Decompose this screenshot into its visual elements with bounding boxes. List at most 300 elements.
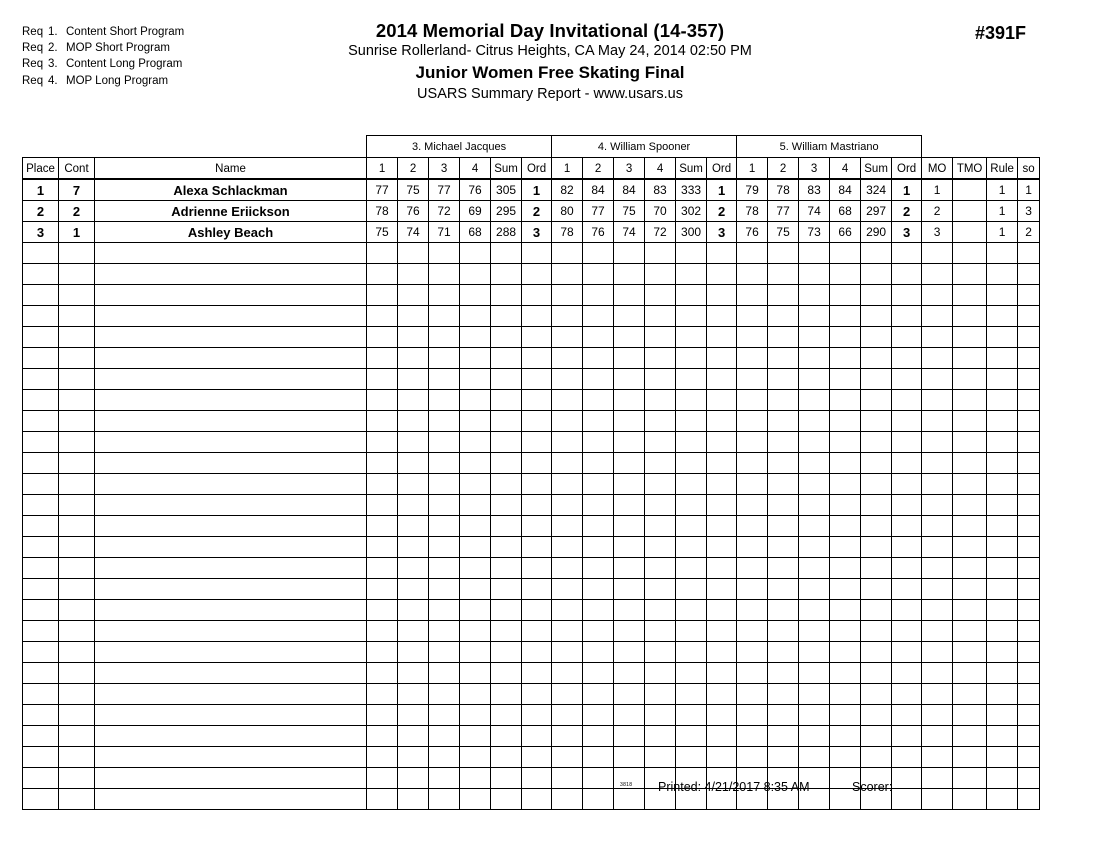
cell-judge5-sum-empty bbox=[861, 348, 892, 369]
cell-judge5-score-empty bbox=[830, 495, 861, 516]
col-header-j4-sum: Sum bbox=[676, 158, 707, 180]
cell-judge5-score-empty bbox=[768, 579, 799, 600]
cell-so-empty bbox=[1018, 621, 1040, 642]
col-header-j3-req3: 3 bbox=[429, 158, 460, 180]
cell-judge5-score-empty bbox=[799, 390, 830, 411]
cell-judge3-score-empty bbox=[460, 537, 491, 558]
cell-rule-empty bbox=[987, 432, 1018, 453]
cell-judge5-score-empty bbox=[830, 642, 861, 663]
cell-judge4-score-empty bbox=[645, 411, 676, 432]
table-row-empty[interactable] bbox=[23, 684, 1040, 705]
cell-mo-empty bbox=[922, 495, 953, 516]
cell-name-empty bbox=[95, 474, 367, 495]
results-table bbox=[22, 135, 1040, 810]
cell-judge5-score-empty bbox=[768, 600, 799, 621]
cell-judge3-s2: 74 bbox=[398, 222, 429, 243]
cell-judge3-score-empty bbox=[460, 411, 491, 432]
cell-judge5-score-empty bbox=[799, 285, 830, 306]
cell-judge3-score-empty bbox=[429, 516, 460, 537]
cell-judge5-ord-empty bbox=[892, 264, 922, 285]
cell-judge5-score-empty bbox=[768, 705, 799, 726]
cell-so: 2 bbox=[1018, 222, 1040, 243]
cell-judge5-sum-empty bbox=[861, 726, 892, 747]
table-row-empty[interactable] bbox=[23, 579, 1040, 600]
cell-judge5-score-empty bbox=[799, 306, 830, 327]
cell-judge5-sum-empty bbox=[861, 264, 892, 285]
cell-judge4-sum-empty bbox=[676, 600, 707, 621]
cell-judge4-ord-empty bbox=[707, 495, 737, 516]
requirement-tag: Req bbox=[22, 26, 44, 38]
cell-judge3-sum-empty bbox=[491, 495, 522, 516]
cell-tmo-empty bbox=[953, 474, 987, 495]
cell-judge5-score-empty bbox=[830, 243, 861, 264]
cell-mo-empty bbox=[922, 558, 953, 579]
cell-judge3-ord: 1 bbox=[522, 180, 552, 201]
cell-place-empty bbox=[23, 432, 59, 453]
cell-mo-empty bbox=[922, 264, 953, 285]
cell-judge4-score-empty bbox=[645, 306, 676, 327]
cell-judge3-ord-empty bbox=[522, 243, 552, 264]
cell-judge4-s3: 75 bbox=[614, 201, 645, 222]
cell-name-empty bbox=[95, 453, 367, 474]
cell-judge3-score-empty bbox=[429, 621, 460, 642]
cell-judge5-sum-empty bbox=[861, 474, 892, 495]
cell-judge3-sum-empty bbox=[491, 705, 522, 726]
requirement-tag: Req bbox=[22, 74, 44, 87]
cell-judge5-score-empty bbox=[737, 600, 768, 621]
cell-judge3-score-empty bbox=[367, 705, 398, 726]
cell-so-empty bbox=[1018, 243, 1040, 264]
table-row-empty[interactable] bbox=[23, 600, 1040, 621]
cell-judge5-ord-empty bbox=[892, 747, 922, 768]
cell-judge3-score-empty bbox=[367, 453, 398, 474]
cell-judge4-ord-empty bbox=[707, 285, 737, 306]
cell-judge4-score-empty bbox=[583, 243, 614, 264]
cell-judge5-score-empty bbox=[830, 348, 861, 369]
cell-judge4-score-empty bbox=[614, 453, 645, 474]
cell-judge4-sum: 302 bbox=[676, 201, 707, 222]
cell-judge4-ord-empty bbox=[707, 390, 737, 411]
cell-judge5-score-empty bbox=[768, 495, 799, 516]
cell-judge3-score-empty bbox=[429, 369, 460, 390]
cell-judge3-sum-empty bbox=[491, 600, 522, 621]
cell-judge3-sum-empty bbox=[491, 348, 522, 369]
cell-judge3-score-empty bbox=[429, 663, 460, 684]
cell-judge5-sum-empty bbox=[861, 453, 892, 474]
cell-judge3-ord-empty bbox=[522, 705, 552, 726]
cell-judge4-score-empty bbox=[583, 579, 614, 600]
cell-judge5-score-empty bbox=[799, 474, 830, 495]
cell-judge3-score-empty bbox=[367, 474, 398, 495]
table-row-empty[interactable] bbox=[23, 516, 1040, 537]
cell-so-empty bbox=[1018, 558, 1040, 579]
cell-judge3-score-empty bbox=[398, 621, 429, 642]
cell-so-empty bbox=[1018, 264, 1040, 285]
cell-judge3-score-empty bbox=[429, 579, 460, 600]
footer-printed-timestamp: Printed: 4/21/2017 8:35 AM bbox=[658, 780, 810, 794]
cell-judge4-score-empty bbox=[645, 264, 676, 285]
cell-judge5-s4: 84 bbox=[830, 180, 861, 201]
cell-judge4-score-empty bbox=[552, 642, 583, 663]
cell-judge3-s2: 75 bbox=[398, 180, 429, 201]
table-row[interactable] bbox=[23, 222, 1040, 243]
cell-judge3-score-empty bbox=[367, 558, 398, 579]
cell-judge3-score-empty bbox=[367, 642, 398, 663]
requirement-line bbox=[22, 24, 184, 40]
cell-judge5-sum-empty bbox=[861, 432, 892, 453]
table-row-empty[interactable] bbox=[23, 243, 1040, 264]
cell-judge3-ord-empty bbox=[522, 369, 552, 390]
cell-judge5-score-empty bbox=[799, 516, 830, 537]
cell-place-empty bbox=[23, 537, 59, 558]
cell-judge5-score-empty bbox=[768, 726, 799, 747]
table-row-empty[interactable] bbox=[23, 432, 1040, 453]
cell-judge4-s2: 76 bbox=[583, 222, 614, 243]
cell-judge5-sum-empty bbox=[861, 705, 892, 726]
cell-judge3-score-empty bbox=[460, 747, 491, 768]
cell-place-empty bbox=[23, 306, 59, 327]
cell-name-empty bbox=[95, 642, 367, 663]
cell-judge3-ord-empty bbox=[522, 579, 552, 600]
cell-judge5-score-empty bbox=[830, 726, 861, 747]
table-row[interactable] bbox=[23, 180, 1040, 201]
cell-judge5-ord-empty bbox=[892, 684, 922, 705]
cell-judge4-ord-empty bbox=[707, 705, 737, 726]
cell-judge4-score-empty bbox=[583, 327, 614, 348]
cell-judge3-sum: 305 bbox=[491, 180, 522, 201]
cell-so-empty bbox=[1018, 705, 1040, 726]
cell-judge3-s3: 71 bbox=[429, 222, 460, 243]
table-row-empty[interactable] bbox=[23, 621, 1040, 642]
cell-judge5-score-empty bbox=[768, 432, 799, 453]
cell-judge3-score-empty bbox=[460, 453, 491, 474]
cell-rule-empty bbox=[987, 327, 1018, 348]
cell-place-empty bbox=[23, 684, 59, 705]
cell-judge3-sum-empty bbox=[491, 516, 522, 537]
table-row-empty[interactable] bbox=[23, 327, 1040, 348]
cell-judge4-score-empty bbox=[645, 243, 676, 264]
cell-judge5-sum: 324 bbox=[861, 180, 892, 201]
col-header-j3-ord: Ord bbox=[522, 158, 552, 180]
cell-judge5-sum-empty bbox=[861, 495, 892, 516]
cell-tmo bbox=[953, 222, 987, 243]
table-row-empty[interactable] bbox=[23, 369, 1040, 390]
cell-judge3-sum-empty bbox=[491, 726, 522, 747]
cell-judge4-score-empty bbox=[614, 474, 645, 495]
cell-judge3-sum-empty bbox=[491, 684, 522, 705]
judge-band-3: 5. William Mastriano bbox=[737, 136, 922, 158]
cell-judge5-score-empty bbox=[799, 558, 830, 579]
table-row-empty[interactable] bbox=[23, 285, 1040, 306]
table-row-empty[interactable] bbox=[23, 264, 1040, 285]
cell-judge3-score-empty bbox=[398, 558, 429, 579]
cell-judge3-ord-empty bbox=[522, 411, 552, 432]
cell-name-empty bbox=[95, 306, 367, 327]
cell-judge3-score-empty bbox=[398, 390, 429, 411]
cell-judge5-score-empty bbox=[799, 663, 830, 684]
cell-mo-empty bbox=[922, 537, 953, 558]
cell-mo: 3 bbox=[922, 222, 953, 243]
cell-judge3-sum-empty bbox=[491, 621, 522, 642]
cell-cont-empty bbox=[59, 705, 95, 726]
cell-judge5-score-empty bbox=[737, 432, 768, 453]
judge-band-row bbox=[23, 136, 1040, 158]
cell-judge5-score-empty bbox=[768, 642, 799, 663]
cell-cont-empty bbox=[59, 642, 95, 663]
cell-judge4-sum-empty bbox=[676, 411, 707, 432]
table-row-empty[interactable] bbox=[23, 537, 1040, 558]
table-row[interactable] bbox=[23, 201, 1040, 222]
cell-judge5-sum-empty bbox=[861, 390, 892, 411]
cell-judge5-score-empty bbox=[737, 243, 768, 264]
col-header-j5-req1: 1 bbox=[737, 158, 768, 180]
cell-judge5-sum-empty bbox=[861, 369, 892, 390]
cell-judge5-sum-empty bbox=[861, 684, 892, 705]
cell-judge5-ord-empty bbox=[892, 663, 922, 684]
cell-mo-empty bbox=[922, 453, 953, 474]
cell-judge3-score-empty bbox=[460, 285, 491, 306]
cell-mo-empty bbox=[922, 306, 953, 327]
cell-judge3-score-empty bbox=[429, 243, 460, 264]
cell-judge5-score-empty bbox=[799, 726, 830, 747]
cell-so-empty bbox=[1018, 495, 1040, 516]
cell-judge4-score-empty bbox=[614, 411, 645, 432]
cell-rule-empty bbox=[987, 579, 1018, 600]
cell-judge3-score-empty bbox=[398, 747, 429, 768]
cell-judge3-score-empty bbox=[429, 348, 460, 369]
footer-scorer-label: Scorer: bbox=[852, 780, 893, 794]
cell-judge4-ord-empty bbox=[707, 306, 737, 327]
cell-judge5-s1: 76 bbox=[737, 222, 768, 243]
cell-tmo-empty bbox=[953, 537, 987, 558]
cell-judge3-ord-empty bbox=[522, 495, 552, 516]
cell-rule-empty bbox=[987, 600, 1018, 621]
cell-judge4-ord-empty bbox=[707, 558, 737, 579]
cell-place-empty bbox=[23, 327, 59, 348]
sheet-footer bbox=[22, 782, 1035, 802]
requirement-line bbox=[22, 73, 184, 89]
cell-place-empty bbox=[23, 411, 59, 432]
cell-judge3-score-empty bbox=[460, 474, 491, 495]
cell-judge5-ord-empty bbox=[892, 390, 922, 411]
cell-judge4-score-empty bbox=[583, 453, 614, 474]
cell-place-empty bbox=[23, 243, 59, 264]
cell-rule-empty bbox=[987, 348, 1018, 369]
event-venue-line: Sunrise Rollerland- Citrus Heights, CA May 24, 2014 02:50 PM bbox=[348, 43, 752, 59]
band-spacer-right bbox=[922, 136, 1040, 158]
cell-judge5-ord: 1 bbox=[892, 180, 922, 201]
cell-judge5-score-empty bbox=[799, 684, 830, 705]
cell-place-empty bbox=[23, 621, 59, 642]
cell-judge4-sum-empty bbox=[676, 327, 707, 348]
col-header-j3-req1: 1 bbox=[367, 158, 398, 180]
cell-judge3-score-empty bbox=[398, 705, 429, 726]
cell-judge3-score-empty bbox=[460, 642, 491, 663]
table-row-empty[interactable] bbox=[23, 348, 1040, 369]
cell-judge4-sum-empty bbox=[676, 390, 707, 411]
cell-judge4-score-empty bbox=[614, 705, 645, 726]
cell-judge3-score-empty bbox=[367, 432, 398, 453]
cell-judge5-score-empty bbox=[737, 558, 768, 579]
cell-judge3-score-empty bbox=[460, 243, 491, 264]
cell-skater-name: Adrienne Eriickson bbox=[95, 201, 367, 222]
cell-name-empty bbox=[95, 684, 367, 705]
cell-judge3-ord-empty bbox=[522, 432, 552, 453]
cell-judge3-sum-empty bbox=[491, 306, 522, 327]
cell-judge5-s3: 83 bbox=[799, 180, 830, 201]
cell-judge3-score-empty bbox=[460, 390, 491, 411]
cell-judge4-sum-empty bbox=[676, 369, 707, 390]
cell-judge3-score-empty bbox=[398, 306, 429, 327]
cell-judge4-sum-empty bbox=[676, 474, 707, 495]
cell-so-empty bbox=[1018, 747, 1040, 768]
cell-judge5-score-empty bbox=[768, 264, 799, 285]
cell-judge4-s4: 72 bbox=[645, 222, 676, 243]
cell-judge4-score-empty bbox=[552, 579, 583, 600]
cell-judge4-score-empty bbox=[552, 684, 583, 705]
cell-rule-empty bbox=[987, 264, 1018, 285]
table-row-empty[interactable] bbox=[23, 705, 1040, 726]
requirement-label: Content Long Program bbox=[66, 58, 183, 71]
cell-rule-empty bbox=[987, 747, 1018, 768]
cell-judge3-score-empty bbox=[429, 747, 460, 768]
cell-judge4-score-empty bbox=[645, 726, 676, 747]
cell-judge5-ord-empty bbox=[892, 348, 922, 369]
col-header-so: so bbox=[1018, 158, 1040, 180]
col-header-rule: Rule bbox=[987, 158, 1018, 180]
cell-judge3-score-empty bbox=[398, 642, 429, 663]
cell-judge5-score-empty bbox=[830, 411, 861, 432]
cell-judge3-sum-empty bbox=[491, 285, 522, 306]
cell-judge3-ord-empty bbox=[522, 390, 552, 411]
cell-judge4-score-empty bbox=[552, 558, 583, 579]
cell-judge5-score-empty bbox=[737, 516, 768, 537]
cell-cont-empty bbox=[59, 621, 95, 642]
cell-tmo-empty bbox=[953, 516, 987, 537]
cell-place-empty bbox=[23, 390, 59, 411]
cell-judge3-ord: 2 bbox=[522, 201, 552, 222]
cell-judge3-ord-empty bbox=[522, 684, 552, 705]
cell-name-empty bbox=[95, 726, 367, 747]
cell-judge4-score-empty bbox=[645, 747, 676, 768]
cell-judge5-s1: 79 bbox=[737, 180, 768, 201]
cell-judge3-score-empty bbox=[398, 285, 429, 306]
cell-judge4-ord-empty bbox=[707, 453, 737, 474]
cell-judge3-score-empty bbox=[429, 453, 460, 474]
cell-judge4-score-empty bbox=[552, 264, 583, 285]
cell-rule-empty bbox=[987, 369, 1018, 390]
cell-tmo-empty bbox=[953, 663, 987, 684]
table-row-empty[interactable] bbox=[23, 642, 1040, 663]
cell-judge3-score-empty bbox=[367, 243, 398, 264]
cell-judge4-score-empty bbox=[614, 600, 645, 621]
cell-judge5-score-empty bbox=[830, 600, 861, 621]
cell-tmo-empty bbox=[953, 327, 987, 348]
cell-cont-empty bbox=[59, 432, 95, 453]
table-row-empty[interactable] bbox=[23, 495, 1040, 516]
cell-judge3-score-empty bbox=[460, 516, 491, 537]
table-row-empty[interactable] bbox=[23, 663, 1040, 684]
cell-judge4-score-empty bbox=[645, 516, 676, 537]
cell-mo-empty bbox=[922, 684, 953, 705]
cell-judge4-score-empty bbox=[645, 642, 676, 663]
cell-name-empty bbox=[95, 369, 367, 390]
cell-judge4-score-empty bbox=[645, 684, 676, 705]
cell-place-empty bbox=[23, 726, 59, 747]
table-row-empty[interactable] bbox=[23, 411, 1040, 432]
cell-judge4-score-empty bbox=[645, 495, 676, 516]
cell-judge4-score-empty bbox=[645, 579, 676, 600]
table-row-empty[interactable] bbox=[23, 453, 1040, 474]
cell-place: 2 bbox=[23, 201, 59, 222]
cell-judge5-score-empty bbox=[768, 285, 799, 306]
cell-judge3-score-empty bbox=[398, 516, 429, 537]
table-row-empty[interactable] bbox=[23, 390, 1040, 411]
cell-judge3-ord-empty bbox=[522, 621, 552, 642]
cell-tmo-empty bbox=[953, 390, 987, 411]
cell-judge5-score-empty bbox=[799, 348, 830, 369]
cell-judge4-sum-empty bbox=[676, 264, 707, 285]
cell-judge4-score-empty bbox=[552, 411, 583, 432]
cell-tmo-empty bbox=[953, 369, 987, 390]
cell-judge3-ord: 3 bbox=[522, 222, 552, 243]
cell-tmo-empty bbox=[953, 411, 987, 432]
cell-judge3-sum-empty bbox=[491, 747, 522, 768]
cell-place-empty bbox=[23, 516, 59, 537]
cell-judge4-ord-empty bbox=[707, 369, 737, 390]
table-row-empty[interactable] bbox=[23, 306, 1040, 327]
cell-judge4-score-empty bbox=[614, 537, 645, 558]
cell-so-empty bbox=[1018, 348, 1040, 369]
table-row-empty[interactable] bbox=[23, 726, 1040, 747]
cell-place-empty bbox=[23, 285, 59, 306]
cell-place: 3 bbox=[23, 222, 59, 243]
cell-mo-empty bbox=[922, 369, 953, 390]
cell-judge4-score-empty bbox=[614, 747, 645, 768]
cell-judge4-score-empty bbox=[614, 432, 645, 453]
cell-judge3-sum-empty bbox=[491, 264, 522, 285]
cell-rule-empty bbox=[987, 663, 1018, 684]
cell-judge5-ord-empty bbox=[892, 495, 922, 516]
cell-judge3-sum-empty bbox=[491, 243, 522, 264]
cell-mo-empty bbox=[922, 642, 953, 663]
cell-judge4-score-empty bbox=[583, 663, 614, 684]
cell-judge5-score-empty bbox=[737, 264, 768, 285]
cell-cont-empty bbox=[59, 369, 95, 390]
table-row-empty[interactable] bbox=[23, 747, 1040, 768]
cell-judge4-ord: 2 bbox=[707, 201, 737, 222]
cell-judge3-score-empty bbox=[398, 663, 429, 684]
table-row-empty[interactable] bbox=[23, 474, 1040, 495]
cell-judge4-score-empty bbox=[583, 369, 614, 390]
cell-so-empty bbox=[1018, 369, 1040, 390]
cell-judge5-score-empty bbox=[799, 432, 830, 453]
cell-so-empty bbox=[1018, 663, 1040, 684]
cell-so-empty bbox=[1018, 390, 1040, 411]
cell-judge4-score-empty bbox=[645, 327, 676, 348]
cell-judge5-score-empty bbox=[799, 327, 830, 348]
cell-so-empty bbox=[1018, 642, 1040, 663]
cell-judge4-s2: 77 bbox=[583, 201, 614, 222]
table-row-empty[interactable] bbox=[23, 558, 1040, 579]
col-header-j4-ord: Ord bbox=[707, 158, 737, 180]
cell-rule-empty bbox=[987, 684, 1018, 705]
cell-tmo-empty bbox=[953, 747, 987, 768]
cell-name-empty bbox=[95, 621, 367, 642]
cell-tmo-empty bbox=[953, 600, 987, 621]
cell-judge4-score-empty bbox=[552, 747, 583, 768]
cell-judge5-ord-empty bbox=[892, 432, 922, 453]
